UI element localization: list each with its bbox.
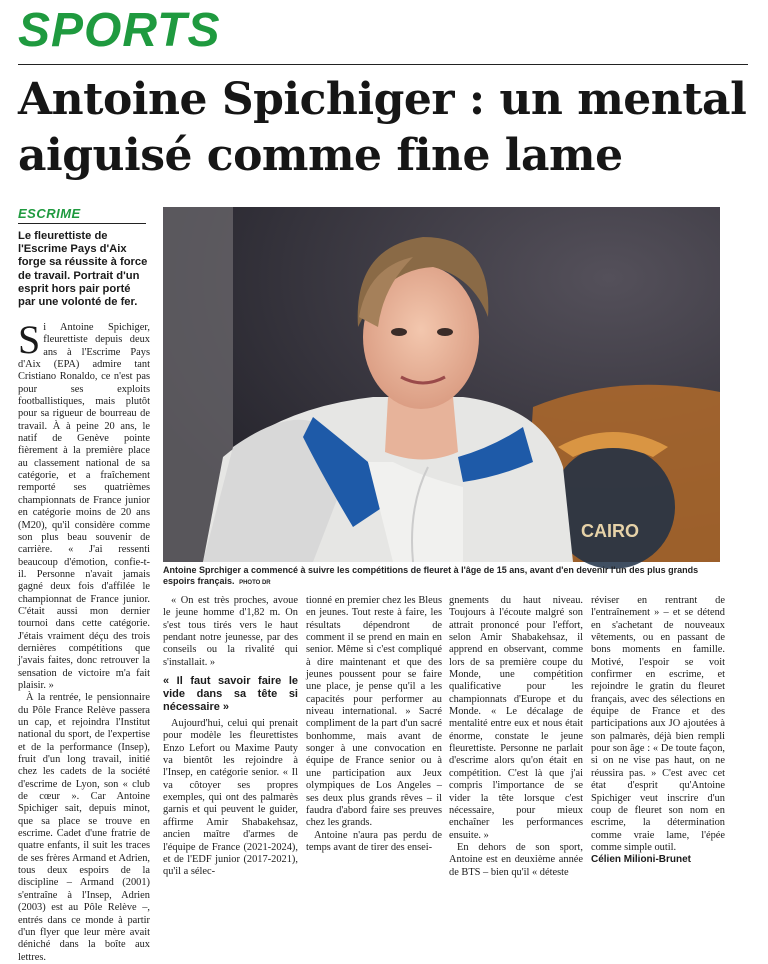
section-title: SPORTS bbox=[18, 4, 221, 57]
article-subheading: « Il faut savoir faire le vide dans sa tête si nécessaire » bbox=[163, 675, 298, 714]
photo-caption-text: Antoine Sprchiger a commencé à suivre les compétitions de fleuret à l'âge de 15 ans, avant d'en devenir l'un des plus grands espoirs français. bbox=[163, 565, 699, 586]
banner-text: CAIRO bbox=[581, 521, 639, 541]
athlete-photo bbox=[163, 207, 720, 562]
author-byline: Célien Milioni-Brunet bbox=[591, 854, 691, 866]
article-column-3 bbox=[306, 595, 442, 853]
article-column-2 bbox=[163, 595, 298, 878]
photo-caption bbox=[163, 565, 720, 587]
article-paragraph: tionné en premier chez les Bleus en jeunes. Tout reste à faire, les résultats dépendront de comment il se prend en main en senior. Même si c'est compliqué à dire maintenant et que des jeunes poussent pour se faire une place, je pense qu'il a les capacités pour performer au niveau international. » Sacré compliment de la part d'un sacré bonhomme, mais avant de songer à une convocation en équipe de France senior ou à une participation aux Jeux olympiques de Los Angeles – ses deux plus grands rêves – il faudra d'abord faire ses preuves chez les grands. bbox=[306, 595, 442, 829]
article-column-1 bbox=[18, 317, 150, 963]
article-paragraph: réviser en rentrant de l'entraînement » – et se détend en s'achetant de nouveaux vêtements, ou en passant de bons moments en famille. Motivé, l'espoir se voit confirmer en escrime, et rejoindre le gratin du fleuret français, avec des sélections en équipe de France et des participations aux JO ajoutées à son palmarès, déjà bien rempli pour son âge : « De toute façon, si on ne vise pas haut, on ne réussira pas. » C'est avec cet état d'esprit qu'Antoine Spichiger veut inscrire d'un coup de fleuret son nom en escrime, la détermination comme vraie lame, l'épée comme simple outil. bbox=[591, 595, 725, 853]
photo-credit: PHOTO DR bbox=[239, 579, 271, 586]
drop-cap: S bbox=[18, 317, 41, 362]
headline: Antoine Spichiger : un mental aiguisé comme fine lame bbox=[18, 74, 747, 181]
standfirst: Le fleurettiste de l'Escrime Pays d'Aix forge sa réussite à force de travail. Portrait d'un esprit hors pair porté par une volonté de fer. bbox=[18, 230, 148, 309]
article-paragraph: « On est très proches, avoue le jeune homme d'1,82 m. On s'est tous tirés vers le haut pendant notre jeunesse, par des conseils ou la rivalité qui s'installait. » bbox=[163, 595, 298, 668]
article-column-5 bbox=[591, 595, 725, 866]
section-divider bbox=[18, 64, 748, 65]
athlete-photo-illustration bbox=[163, 207, 720, 562]
article-paragraph: Aujourd'hui, celui qui prenait pour modèle les fleurettistes Enzo Lefort ou Maxime Pauty va bientôt les rejoindre à l'Insep, en catégorie senior. « Il va côtoyer ses propres exemples, qui ont des palmarès garnis et qui peuvent le guider, affirme Amir Shabakehsaz, ancien maître d'armes de l'équipe de France (2021-2024), et de l'EDF junior (2017-2021), qu'il a sélec- bbox=[163, 718, 298, 878]
article-paragraph: À la rentrée, le pensionnaire du Pôle France Relève passera un cap, et rejoindra l'Institut national du sport, de l'expertise et de la performance (Insep), fruit d'un long travail, initié chez les cadets de la société d'escrime de Lyon, son « club de cœur ». Car Antoine Spichiger sait, depuis minot, que sa place se trouve en escrime. Cadet d'une fratrie de quatre enfants, il suit les traces de ses frères Armand et Adrien, tous deux espoirs de la discipline – Armand (2001) s'entraîne à l'Insep, Adrien (2003) est au Pôle Relève –, entrés dans ce monde à partir d'un flyer que leur mère avait déniché dans la boîte aux lettres. bbox=[18, 692, 150, 963]
article-column-4 bbox=[449, 595, 583, 878]
article-paragraph: gnements du haut niveau. Toujours à l'écoute malgré son attrait prononcé pour l'effort, selon Amir Shabakehsaz, il apprend en observant, comme lors de sa première coupe du Monde, une compétition qualificative pour les championnats d'Europe et du Monde. « Le décalage de mentalité entre eux et nous était énorme, constate le jeune fleurettiste. Personne ne parlait d'escrime alors qu'on était en compétition. C'est là que j'ai compris l'importance de se vider la tête lorsque c'est nécessaire, pour mieux enchaîner les performances ensuite. » bbox=[449, 595, 583, 841]
rubric-label: ESCRIME bbox=[18, 206, 146, 224]
article-paragraph: Si Antoine Spichiger, fleurettiste depuis deux ans à l'Escrime Pays d'Aix (EPA) admire tant Cristiano Ronaldo, ce n'est pas pour ses exploits footballistiques, mais plutôt pour sa rigueur de bourreau de travail. À à peine 20 ans, le natif de Genève pointe fièrement à la première place au classement national de sa catégorie, et a fraîchement remporté ses quatrièmes championnats de France junior en catégorie moins de 20 ans (M20), qu'il considère comme son plus beau souvenir de carrière. « J'ai ressenti beaucoup d'émotion, confie-t-il. Personne n'avait jamais gagné deux fois d'affilée le championnat de France junior. C'était aussi mon dernier tournoi dans cette catégorie. J'étais vraiment déçu des trois dernières compétitions que j'avais faites, donc retrouver la sensation de victoire m'a fait plaisir. » bbox=[18, 317, 150, 691]
article-paragraph: Antoine n'aura pas perdu de temps avant de tirer des ensei- bbox=[306, 829, 442, 853]
article-paragraph: En dehors de son sport, Antoine est en deuxième année de BTS – bien qu'il « déteste bbox=[449, 841, 583, 878]
